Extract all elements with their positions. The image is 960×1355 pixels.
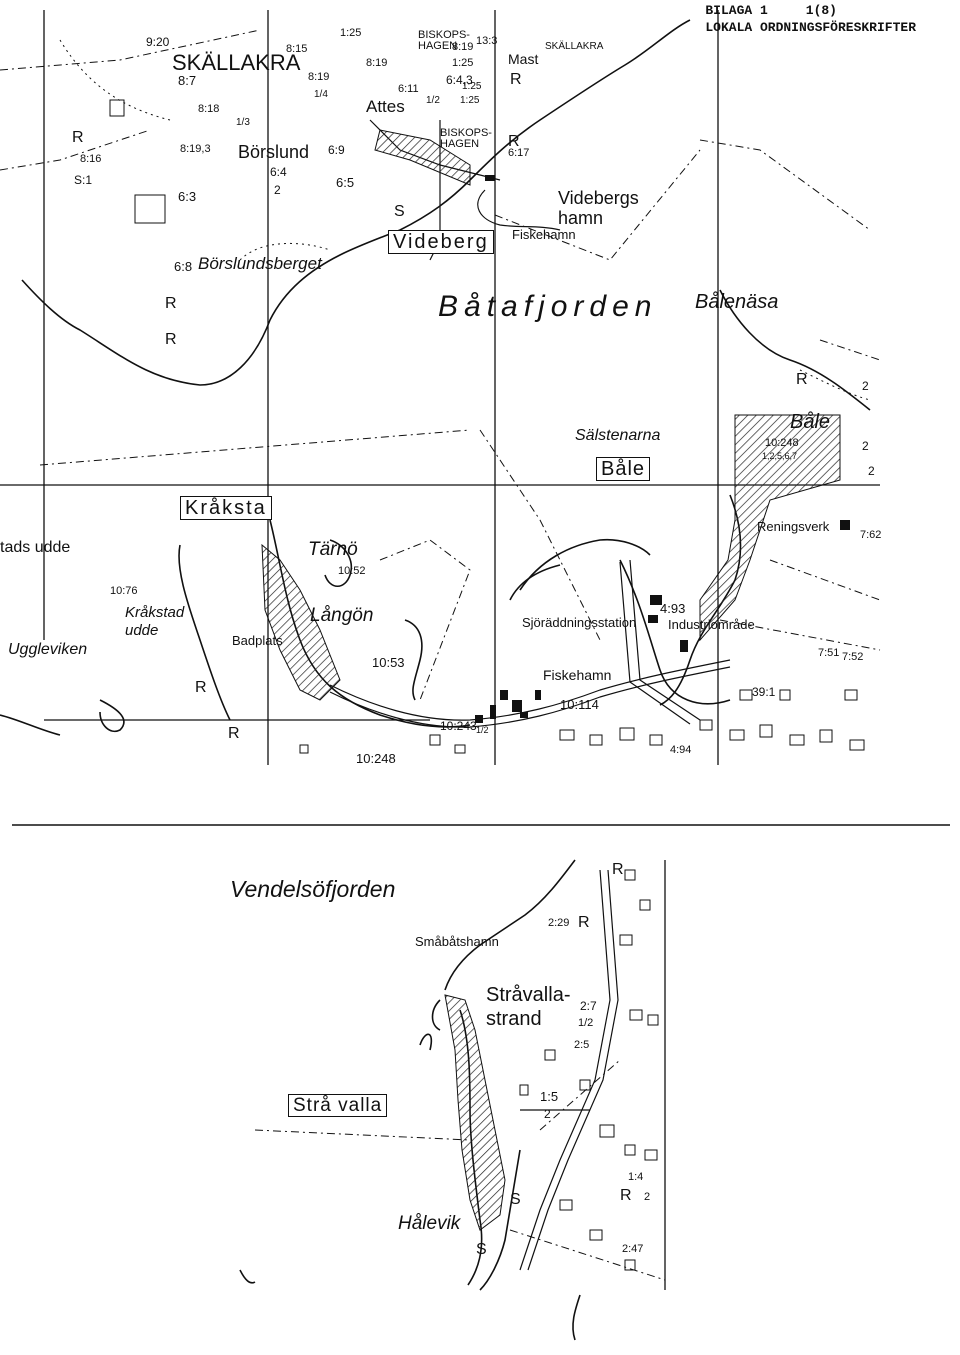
page-number: 1(8) [805,3,837,18]
parcel-label: 1:25 [452,57,474,69]
place-badplats: Badplats [232,633,283,648]
parcel-label: 7:52 [842,651,864,663]
place-kraksta-boxed: Kråksta [180,496,272,520]
parcel-label: 2 [862,439,869,453]
parcel-label: 1:25 [462,81,482,92]
place-sjoraddningsstation: Sjöräddningsstation [522,615,637,630]
parcel-label: 2:29 [548,917,570,929]
place-salstenarna: Sälstenarna [575,427,661,444]
place-videberg-boxed: Videberg [388,230,494,254]
parcel-label: 6:4 [270,165,287,179]
parcel-label: 10:52 [338,565,366,577]
document-title: LOKALA ORDNINGSFÖRESKRIFTER [705,20,916,35]
parcel-label: 8:18 [198,103,220,115]
parcel-label: 10:248 [356,751,396,766]
place-uggleviken: Uggleviken [8,641,88,658]
parcel-label: 7:62 [860,529,882,541]
place-attes: Attes [366,97,405,116]
parcel-label: 1:25 [460,95,480,106]
place-videbergs-hamn: Videbergs hamn [558,188,639,228]
place-industriomrade: Industriområde [668,617,755,632]
place-langon: Långön [310,605,374,626]
parcel-label: 2 [868,464,875,478]
parcel-label: 1:25 [340,27,362,39]
ruin-symbol: R [72,129,84,146]
parcel-label: 8:19 [308,71,330,83]
place-borslund: Börslund [238,142,310,162]
parcel-label: 39:1 [752,685,776,699]
place-borslundsberget: Börslundsberget [198,254,322,273]
parcel-label: 1/2 [476,725,489,735]
place-mast: Mast [508,51,539,67]
ruin-symbol: R [578,914,590,931]
parcel-label: 9:20 [146,35,170,49]
parcel-label: 8:16 [80,153,102,165]
parcel-label: 6:11 [398,83,419,95]
parcel-label: 6:9 [328,143,345,157]
parcel-label: 2 [544,1107,551,1121]
place-kraksta-udde: Kråkstad udde [125,604,185,639]
ruin-symbol: R [165,331,177,348]
ruin-symbol: R [165,295,177,312]
parcel-label: 1:5 [540,1089,559,1104]
ruin-symbol: R [620,1187,632,1204]
place-skallakra: SKÄLLAKRA [172,50,301,75]
parcel-label: 2:7 [580,999,597,1013]
place-reningsverk: Reningsverk [757,519,830,534]
parcel-label: 1/2 [426,95,440,106]
place-fiskehamn-south: Fiskehamn [543,667,612,683]
place-halevik: Hålevik [398,1213,461,1234]
place-tarno: Tärnö [308,539,358,560]
parcel-label: 10:114 [560,697,599,712]
place-bale-boxed: Båle [596,457,650,481]
parcel-label: 10:243 [440,719,477,733]
parcel-label: 6:5 [336,175,355,190]
parcel-label: 1:4 [628,1171,644,1183]
parcel-label: 6:17 [508,147,530,159]
parcel-label: 13:3 [476,35,498,47]
ruin-symbol: R [508,133,520,150]
place-balenasa: Bålenäsa [695,291,779,313]
parcel-label: 2 [644,1191,651,1203]
attachment-label: BILAGA 1 [705,3,768,18]
ruin-symbol: R [612,861,624,878]
parcel-label: 4:94 [670,744,692,756]
parcel-label: 2 [274,183,281,197]
place-biskopshagen-2: BISKOPS-HAGEN [440,127,492,150]
parcel-label: 1,2,5,6,7 [762,451,798,461]
parcel-label: 4:93 [660,601,686,616]
ruin-symbol: R [510,71,522,88]
parcel-label: 8:15 [286,43,308,55]
place-stravalla-strand: Stråvalla-strand [486,984,571,1030]
place-vendelsofjorden: Vendelsöfjorden [230,876,396,902]
parcel-label: 7:51 [818,647,840,659]
parcel-label: 6:8 [174,259,193,274]
place-smabatshamn: Småbåtshamn [415,934,499,949]
parcel-label: 10:248 [765,437,799,449]
shore-symbol: S [476,1241,487,1258]
parcel-label: 8:19 [452,41,474,53]
parcel-label: 10:76 [110,585,138,597]
parcel-label: 2:5 [574,1039,590,1051]
top-vegetation-edges [60,40,870,400]
parcel-label: 8:19,3 [180,143,211,155]
ruin-symbol: R [228,725,240,742]
place-stravalla-boxed: Strå valla [288,1094,387,1117]
place-kraksta-udde-edge: tads udde [0,539,71,556]
parcel-label: 8:7 [178,73,197,88]
parcel-label: 6:3 [178,189,197,204]
top-roads [330,120,730,727]
shore-symbol: S [510,1191,521,1208]
parcel-label: 10:53 [372,655,405,670]
shore-symbol: S [394,203,405,220]
place-batafjorden: Båtafjorden [438,290,658,323]
parcel-label: S:1 [74,173,93,187]
parcel-label: 6:4,3 [446,73,473,87]
place-fiskehamn-north: Fiskehamn [512,227,576,242]
ruin-symbol: R [796,371,808,388]
place-bale: Båle [790,411,831,433]
parcel-label: 2 [862,379,869,393]
parcel-label: 1/3 [236,117,250,128]
ruin-symbol: R [195,679,207,696]
parcel-label: 1/4 [314,89,328,100]
place-biskopshagen-1: BISKOPS-HAGEN [418,29,470,52]
place-skallakra-small: SKÄLLAKRA [545,41,604,52]
parcel-label: 1/2 [578,1017,594,1029]
parcel-label: 2:47 [622,1243,644,1255]
parcel-label: 8:19 [366,57,388,69]
